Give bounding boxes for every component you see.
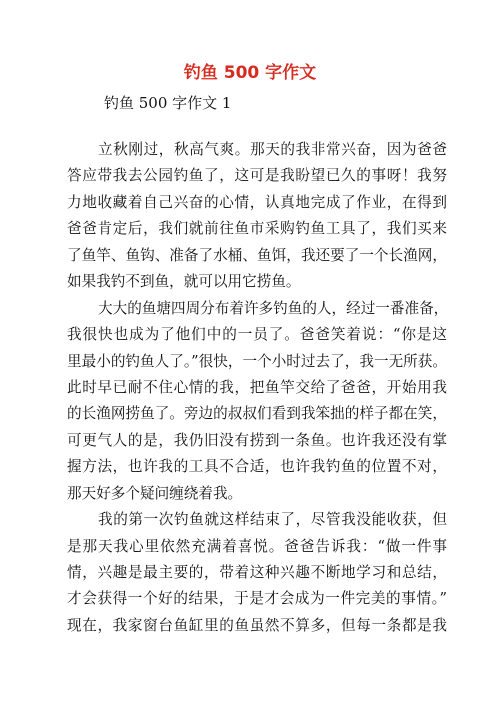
- text-line: 答应带我去公园钓鱼了，这可是我盼望已久的事呀！我努: [67, 167, 447, 185]
- paragraph-1: [67, 137, 447, 296]
- text-line: 了鱼竿、鱼钩、准备了水桶、鱼饵，我还要了一个长渔网，: [67, 246, 447, 264]
- text-line: 我的第一次钓鱼就这样结束了，尽管我没能收获，但: [98, 511, 447, 529]
- text-line: 里最小的钓鱼人了。”很快，一个小时过去了，我一无所获。: [67, 352, 447, 370]
- text-line: 可更气人的是，我仍旧没有捞到一条鱼。也许我还没有掌: [67, 431, 447, 449]
- text-line: 现在，我家窗台鱼缸里的鱼虽然不算多，但每一条都是我: [67, 616, 447, 634]
- document-body: [67, 137, 447, 639]
- text-line: 那天好多个疑问缠绕着我。: [67, 484, 243, 502]
- text-line: 如果我钓不到鱼，就可以用它捞鱼。: [67, 273, 301, 291]
- text-line: 力地收藏着自己兴奋的心情，认真地完成了作业，在得到: [67, 193, 447, 211]
- document-title: 钓鱼 500 字作文: [183, 63, 317, 83]
- text-line: 情，兴趣是最主要的，带着这种兴趣不断地学习和总结，: [67, 564, 447, 581]
- text-line: 是那天我心里依然充满着喜悦。爸爸告诉我：“做一件事: [67, 537, 447, 555]
- text-line: 握方法，也许我的工具不合适，也许我钓鱼的位置不对，: [67, 458, 447, 476]
- paragraph-2: [67, 296, 447, 508]
- text-line: 爸爸肯定后，我们就前往鱼市采购钓鱼工具了，我们买来: [67, 220, 447, 238]
- text-line: 此时早已耐不住心情的我，把鱼竿交给了爸爸，开始用我: [67, 378, 447, 396]
- text-line: 才会获得一个好的结果，于是才会成为一件完美的事情。”: [67, 590, 447, 608]
- text-line: 大大的鱼塘四周分布着许多钓鱼的人，经过一番准备，: [98, 299, 449, 317]
- text-line: 的长渔网捞鱼了。旁边的叔叔们看到我笨拙的样子都在笑，: [67, 405, 447, 423]
- text-line: 我很快也成为了他们中的一员了。爸爸笑着说：“你是这: [67, 326, 447, 344]
- document-subtitle: 钓鱼 500 字作文 1: [104, 94, 232, 112]
- text-line: 立秋刚过，秋高气爽。那天的我非常兴奋，因为爸爸: [98, 141, 447, 158]
- paragraph-3: [67, 507, 447, 639]
